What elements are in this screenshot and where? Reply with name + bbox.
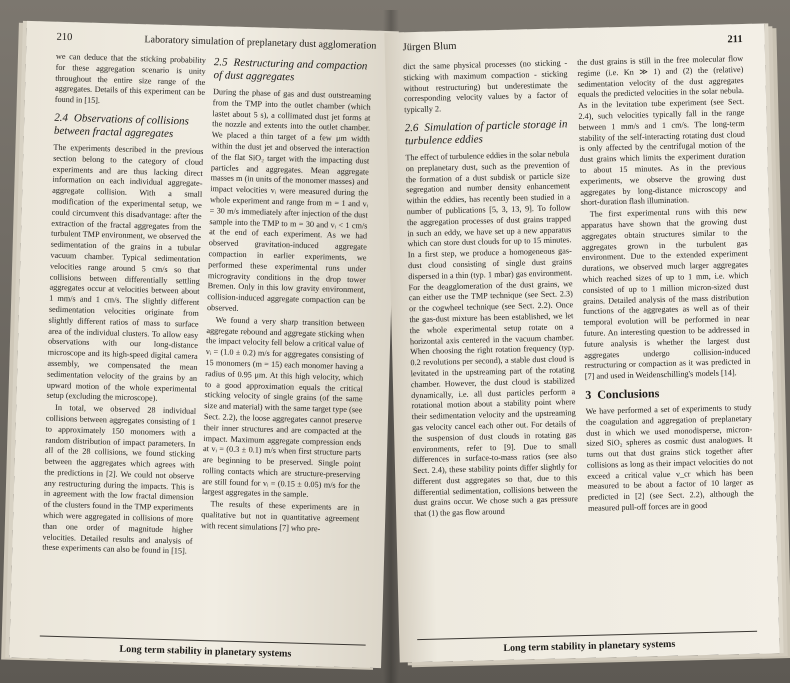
section-2-6-heading	[405, 118, 570, 148]
left-col1-paragraph: In total, we observed 28 individual collisions between aggregates consisting of 1 to approximately 150 monomers with a random distribution of impact parameters. In all of the 28 collisions, we found sticking between the aggregates which agrees with the predictions in [2]. We could not observe any restructuring during the impacts. This is in agreement with the low fractal dimension of the clusters found in the TMP experiments which were aggregated in collisions of more than one order of magnitude higher velocities. Detailed results and analysis of these experiments can also be found in [15].	[42, 402, 197, 557]
section-2-5-heading	[213, 56, 372, 86]
section-title: Conclusions	[597, 386, 660, 402]
right-col1-paragraph: The effect of turbulence eddies in the solar nebula on preplanetary dust, such as the prevention of the formation of a dust subdisk or particle size segregation and number density enhancement within the eddies, has recently been studied in a number of publications [5, 3, 13, 9]. To follow the aggregation processes of dust grains trapped in such an eddy, we have set up a new apparatus which can store dust clouds for up to 15 minutes. In a first step, we produce a homogeneous gas-dust cloud consisting of single dust grains dispersed in a thin (typ. 1 mbar) gas environment. For the deagglomeration of the dust grains, we can either use the TMP technique (see Sect. 2.3) or the cogwheel technique (see Sect. 2.2). Once the gas-dust mixture has been established, we let the whole experimental setup rotate on a horizontal axis centered in the vacuum chamber. When choosing the right rotation frequency (typ. 0.2 revolutions per second), a stable dust cloud is levitated in the upstreaming part of the rotating chamber. However, the dust cloud is stabilized dynamically, i.e. all dust particles perform a rotational motion about a stability point where their sedimentation velocity and the upstreaming gas velocity cancel each other out. For details of the suspension of dust clouds in rotating gas environments, refer to [9]. Due to small differences in surface-to-mass ratios (see also Sect. 2.4), these stability points differ slightly for different dust aggregates so that, due to this differential sedimentation, collisions between the dust grains occur. We chose such a gas pressure that (1) the gas flow around	[405, 149, 578, 519]
section-number: 3	[585, 387, 592, 402]
right-column-1	[403, 58, 581, 627]
left-footer: Long term stability in planetary systems	[119, 643, 292, 660]
left-page-number: 210	[56, 31, 73, 44]
left-col2-paragraph: The results of these experiments are in qualitative but not in quantitative agreement with recent simulations [7] who pre-	[200, 499, 360, 534]
section-title: Simulation of particle storage in turbulence eddies	[404, 118, 568, 148]
right-col2-paragraph: The first experimental runs with this new apparatus have shown that the growing dust aggregates obtain structures similar to the aggregates grown in the turbulent gas environment. Due to the extended experiment durations, we observed much larger aggregates which reached sizes of up to 1 mm, i.e. which consisted of up to 1 million micron-sized dust grains. Detailed analysis of the mass distribution functions of the aggregates as well as of their temporal evolution will be performed in near future. An interesting question to be addressed in future analysis is whether the largest dust aggregates undergo collision-induced restructuring or compaction as it was predicted in [7] and used in Weidenschilling's models [14].	[581, 206, 751, 382]
right-col2-paragraph: the dust grains is still in the free molecular flow regime (i.e. Kn ≫ 1) and (2) the (relative) sedimentation velocity of the dust aggregates equals the predicted velocities in the solar nebula. As in the levitation tube experiment (see Sect. 2.4), such velocities typically fall in the range between 1 mm/s and 1 cm/s. The long-term stability of the self-interacting rotating dust cloud is only affected by the centrifugal motion of the dust grains which limits the experiment duration to about 15 minutes. As in the previous experiments, we observe the growing dust aggregates by long-distance microscopy and short-duration flash illumination.	[577, 53, 747, 208]
left-col2-paragraph: We found a very sharp transition between aggregate rebound and aggregate sticking when the impact velocity fell below a critical value of vᵢ = (1.0 ± 0.2) m/s for aggregates consisting of 15 monomers (m = 15) each monomer having a radius of 0.95 μm. At this high velocity, which to a good approximation equals the critical sticking velocity of single grains (of the same size and material) with the same target type (see Sect. 2.2), the loose aggregates cannot preserve their inner structures and are compacted at the impact. Maximum aggregate compression ends at vᵢ = (0.3 ± 0.1) m/s when first structure parts are beginning to be preserved. Single point rolling contacts which are structure-preserving are still found for vᵢ = (0.15 ± 0.05) m/s for the largest aggregates in the sample.	[201, 315, 365, 500]
left-col2-paragraph: During the phase of gas and dust outstreaming from the TMP into the outlet chamber (which lastet about 5 s), a collimated dust jet forms at the nozzle and extents into the outlet chamber. We placed a thin target of a few μm width within the dust jet and observed the interaction of the flat SiO₂ target with the impacting dust particles and aggregates. Mean aggregate masses m (in units of the monomer masses) and impact velocities vᵢ were measured during the whole experiment and range from m = 1 and vᵢ = 30 m/s immediately after injection of the dust sample into the TMP to m = 30 and vᵢ < 1 cm/s at the end of each experiment. As we had observed gravitation-induced aggregate compaction in earlier experiments, we performed these experimental runs under microgravity conditions in the drop tower Bremen. Only in this low gravity environment, collision-induced aggregate compaction can be observed.	[206, 87, 372, 313]
right-page-number: 211	[727, 33, 743, 46]
section-number: 2.4	[54, 111, 69, 125]
section-number: 2.6	[404, 121, 419, 135]
section-title: Restructuring and compaction of dust aggregates	[213, 56, 368, 84]
right-page	[384, 23, 779, 662]
section-title: Observations of collisions between fractal aggregates	[53, 112, 190, 141]
right-column-2	[577, 54, 757, 623]
conclusions-paragraph: We have performed a set of experiments to study the coagulation and aggregation of preplanetary dust in which we used monodisperse, micron-sized SiO₂ spheres as cosmic dust analogues. It turns out that dust grains stick together after collisions as long as their impact velocities do not exceed a critical value v_cr which has been measured to be about a factor of 10 larger as predicted in [2] (see Sect. 2.2), although the measured pull-off forces are in good	[585, 402, 754, 513]
right-running-header: Jürgen Blum	[402, 40, 457, 54]
section-number: 2.5	[213, 56, 228, 69]
section-2-4-heading	[54, 112, 205, 142]
left-col1-paragraph: The experiments described in the previous section belong to the category of cloud experiments and are thus lacking direct information on each individual aggregate-aggregate collision. With a small modification of the experimental setup, we could circumvent this disadvantage: after the extraction of the fractal aggregates from the turbulent TMP environment, we observed the sedimentation of the grains in a tubular vacuum chamber. Typical sedimentation velocities range around 5 cm/s so that collisions between differentially settling aggregates occur at velocities between about 1 mm/s and 1 cm/s. The slightly different sedimentation velocities originate from slightly different ratios of mass to surface area of the individual clusters. To allow easy observations with our long-distance microscope and its high-speed digital camera assembly, we compensated the mean sedimentation velocity of the grains by an upward motion of the whole experimental setup (excluding the microscope).	[46, 142, 204, 404]
right-footer: Long term stability in planetary systems	[503, 638, 676, 655]
left-col1-intro: we can deduce that the sticking probability for these aggregation scenario is unity throughout the entire size range of the aggregates. Details of this experiment can be found in [15].	[54, 51, 207, 106]
right-col1-intro: dict the same physical processes (no sticking - sticking with maximum compaction - sticking without restructuring) but underestimate the corresponding velocity values by a factor of typically 2.	[403, 58, 569, 115]
left-page	[9, 21, 399, 668]
section-3-heading	[585, 385, 751, 402]
left-running-header: Laboratory simulation of preplanetary dust agglomeration	[144, 34, 377, 52]
left-column-1	[40, 52, 206, 621]
left-column-2	[198, 56, 372, 625]
